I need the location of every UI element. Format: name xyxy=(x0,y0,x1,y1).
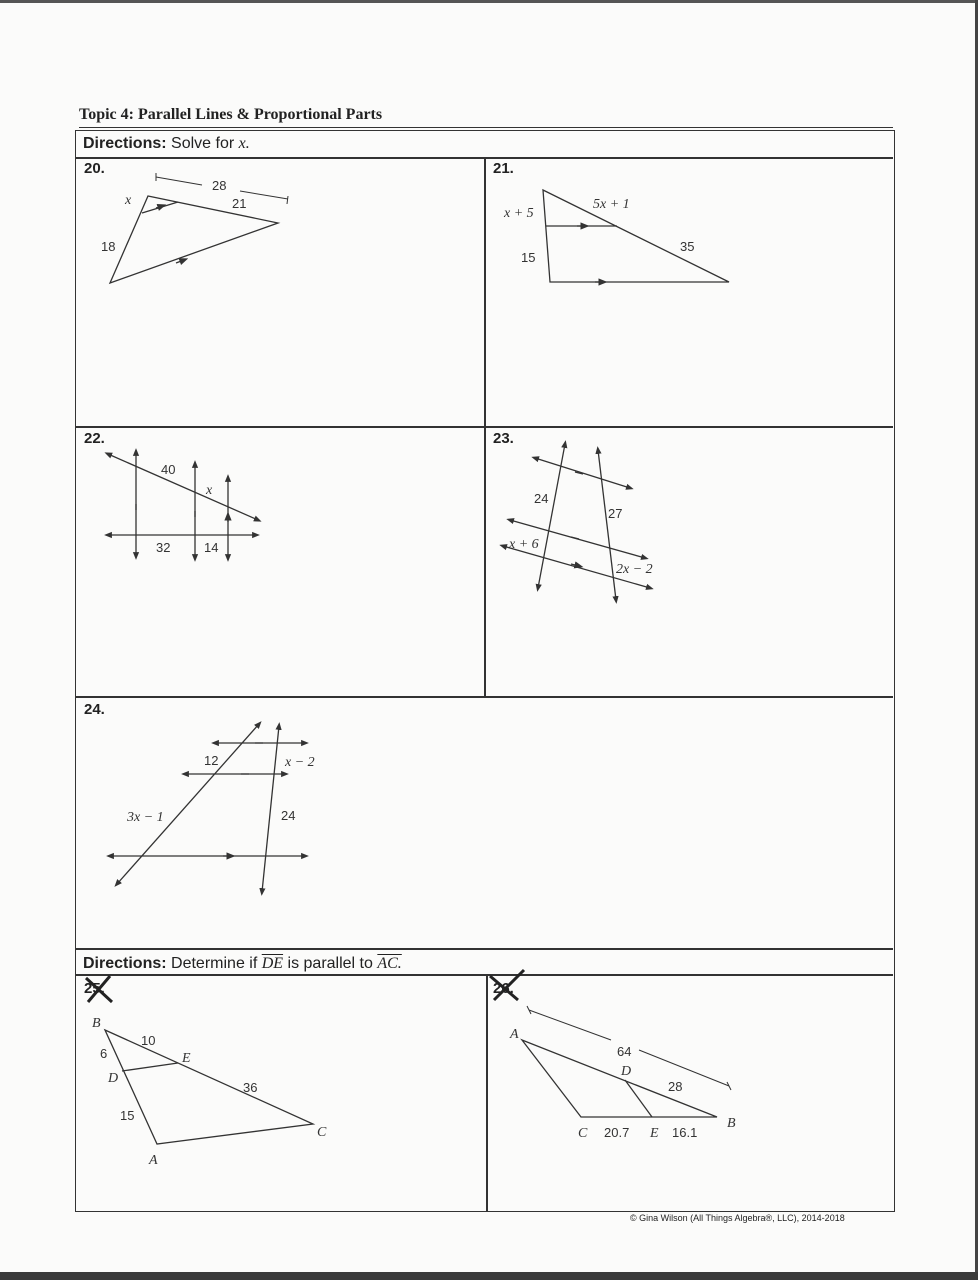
grid-line xyxy=(484,157,486,697)
transversal-line xyxy=(538,444,565,588)
problem-number-24: 24. xyxy=(84,701,105,718)
figure-21 xyxy=(495,180,755,295)
label-18: 18 xyxy=(101,239,116,254)
directions-label: Directions: xyxy=(83,135,167,152)
scan-edge-top xyxy=(0,0,978,3)
label-A: A xyxy=(510,1027,519,1042)
label-64: 64 xyxy=(617,1044,632,1059)
label-15: 15 xyxy=(521,250,536,265)
label-3x-minus-1: 3x − 1 xyxy=(127,810,164,825)
parallel-segment xyxy=(142,202,178,213)
transversal-line xyxy=(598,450,616,600)
directions-text: Determine if xyxy=(171,955,258,972)
parallel-arrow xyxy=(571,472,583,566)
scan-edge-bottom xyxy=(0,1272,978,1280)
triangle-25 xyxy=(105,1030,313,1144)
directions-label: Directions: xyxy=(83,955,167,972)
problem-number-25: 25. xyxy=(84,980,105,997)
segment-de xyxy=(122,1063,178,1071)
label-x-minus-2: x − 2 xyxy=(285,755,315,770)
figure-24 xyxy=(105,718,335,898)
label-x-plus-6: x + 6 xyxy=(509,537,539,552)
label-6: 6 xyxy=(100,1046,108,1061)
label-E: E xyxy=(650,1126,659,1141)
copyright-footer: © Gina Wilson (All Things Algebra®, LLC), 2014-2018 xyxy=(630,1213,845,1223)
label-21: 21 xyxy=(232,196,247,211)
figure-22 xyxy=(100,448,270,568)
problem-number-20: 20. xyxy=(84,160,105,177)
label-27: 27 xyxy=(608,506,623,521)
label-x-plus-5: x + 5 xyxy=(504,206,534,221)
page-title: Topic 4: Parallel Lines & Proportional Parts xyxy=(79,106,383,123)
label-B: B xyxy=(92,1016,101,1031)
label-20-7: 20.7 xyxy=(604,1125,630,1140)
segment-ac: AC. xyxy=(377,955,402,972)
transversal-line xyxy=(262,726,279,892)
figure-25 xyxy=(85,1010,345,1170)
problem-number-21: 21. xyxy=(493,160,514,177)
label-32: 32 xyxy=(156,540,171,555)
directions-solve xyxy=(83,135,250,153)
label-28: 28 xyxy=(668,1079,683,1094)
label-16-1: 16.1 xyxy=(672,1125,698,1140)
label-12: 12 xyxy=(204,753,219,768)
label-24: 24 xyxy=(534,491,549,506)
label-C: C xyxy=(578,1126,588,1141)
label-10: 10 xyxy=(141,1033,156,1048)
label-15: 15 xyxy=(120,1108,135,1123)
label-x: x xyxy=(125,193,132,208)
parallel-arrow xyxy=(136,504,228,522)
problem-number-23: 23. xyxy=(493,430,514,447)
figure-26 xyxy=(505,1000,755,1150)
title-underline xyxy=(79,127,893,128)
parallel-arrow xyxy=(176,260,184,263)
label-x: x xyxy=(206,483,213,498)
grid-line xyxy=(76,948,893,950)
segment-de: $\overline{DE}$ xyxy=(261,955,284,972)
directions-text: is parallel to xyxy=(287,955,373,972)
label-28: 28 xyxy=(212,178,227,193)
problem-number-22: 22. xyxy=(84,430,105,447)
cross-out-mark xyxy=(484,968,528,1004)
triangle-21 xyxy=(543,190,729,282)
cross-out-mark xyxy=(80,972,120,1006)
parallel-line xyxy=(535,458,630,488)
parallel-arrow xyxy=(223,743,263,856)
label-2x-minus-2: 2x − 2 xyxy=(616,562,653,577)
directions-text: Solve for xyxy=(171,135,235,152)
label-24: 24 xyxy=(281,808,296,823)
label-A: A xyxy=(149,1153,158,1168)
grid-line xyxy=(486,975,488,1211)
problem-number-26: 26. xyxy=(493,980,514,997)
label-D: D xyxy=(108,1071,119,1086)
label-35: 35 xyxy=(680,239,695,254)
label-D: D xyxy=(621,1064,632,1079)
label-B: B xyxy=(727,1116,736,1131)
figure-23 xyxy=(495,440,670,610)
figure-20 xyxy=(90,165,330,295)
triangle-20 xyxy=(110,196,278,283)
label-C: C xyxy=(317,1125,327,1140)
transversal-line xyxy=(108,454,258,520)
label-36: 36 xyxy=(243,1080,258,1095)
directions-parallel xyxy=(83,955,402,973)
label-E: E xyxy=(182,1051,191,1066)
label-14: 14 xyxy=(204,540,219,555)
label-40: 40 xyxy=(161,462,176,477)
label-5x-plus-1: 5x + 1 xyxy=(593,197,630,212)
transversal-line xyxy=(117,724,259,884)
directions-var: x. xyxy=(238,135,250,152)
